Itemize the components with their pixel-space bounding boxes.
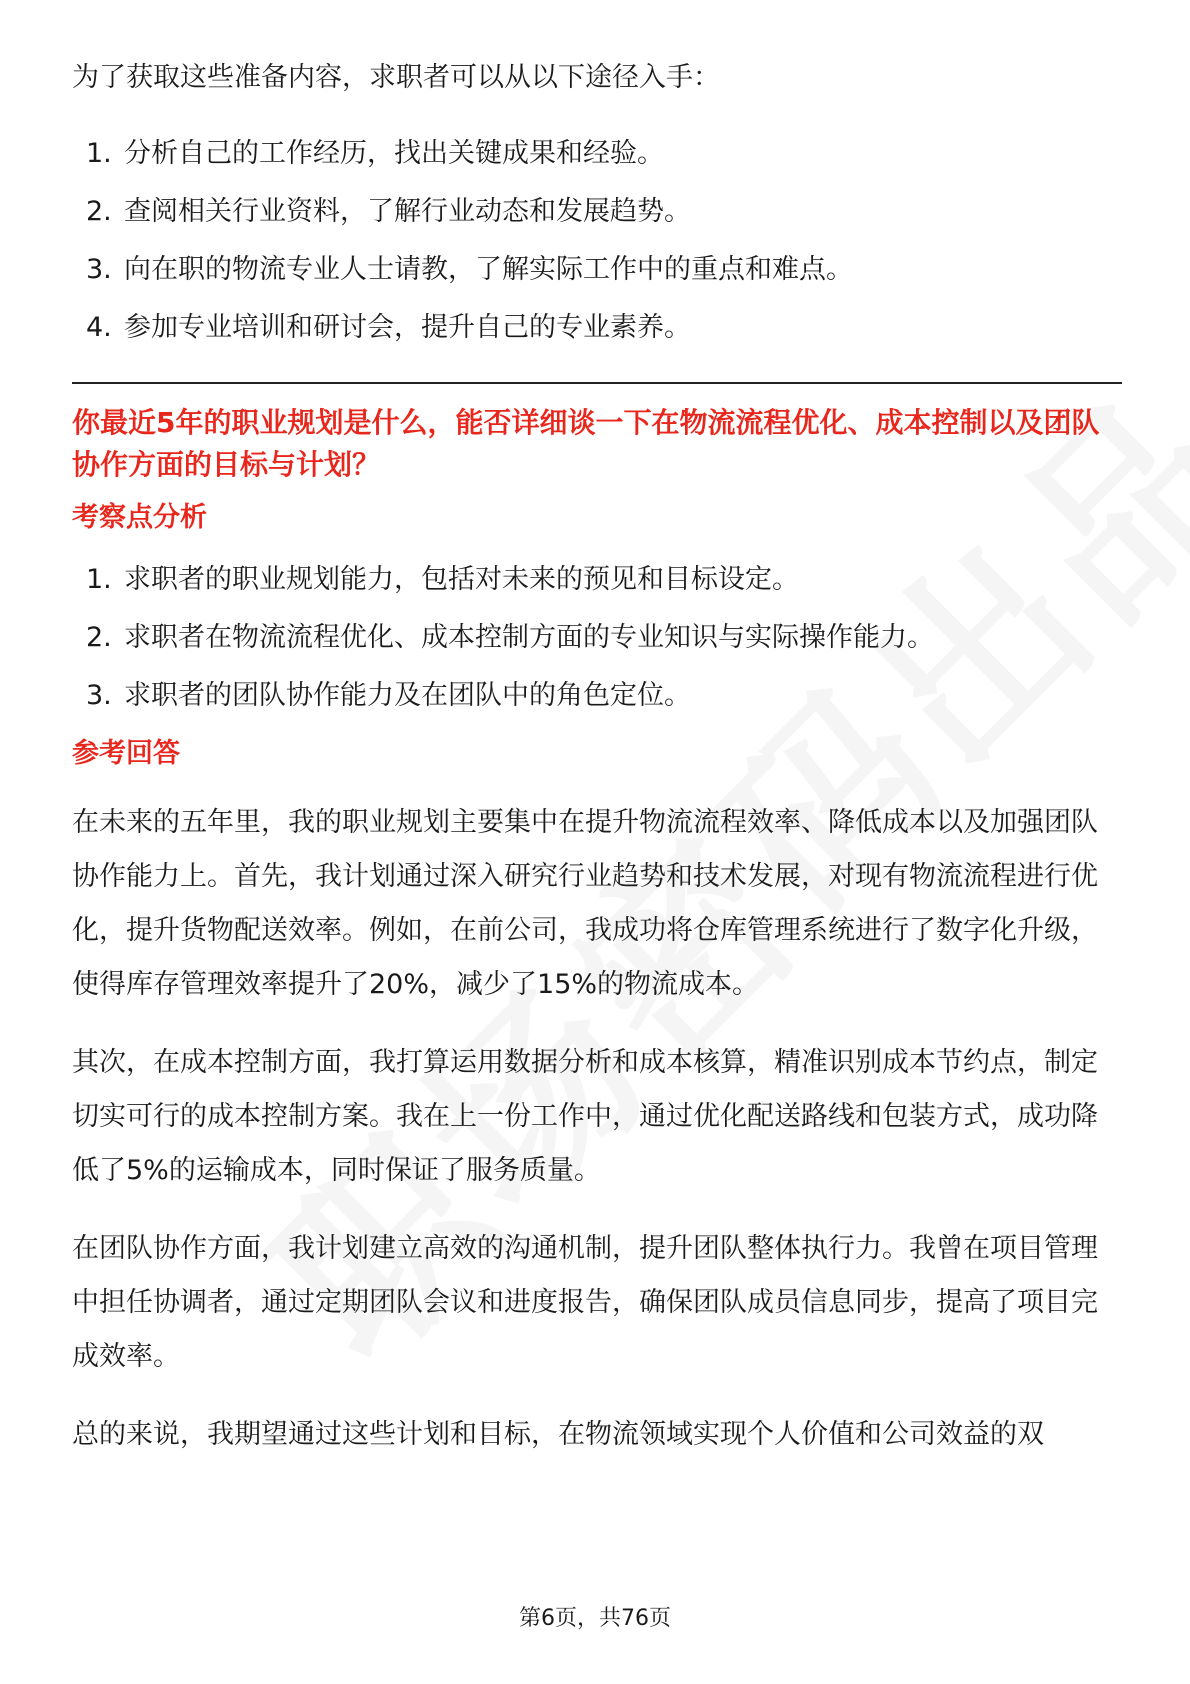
list-text: 参加专业培训和研讨会，提升自己的专业素养。 [124, 312, 691, 343]
list-item [72, 560, 1122, 600]
list-number: 3. [86, 680, 112, 711]
list-text: 求职者的团队协作能力及在团队中的角色定位。 [124, 680, 691, 711]
intro-text: 为了获取这些准备内容，求职者可以从以下途径入手： [72, 62, 720, 93]
section-divider [72, 382, 1122, 384]
answer-paragraph: 其次，在成本控制方面，我打算运用数据分析和成本核算，精准识别成本节约点，制定切实可行的成本控制方案。我在上一份工作中，通过优化配送路线和包装方式，成功降低了5%的运输成本，同时保证了服务质量。 [72, 1047, 1098, 1186]
analysis-points-list [72, 560, 1122, 716]
list-item [72, 308, 1122, 348]
list-text: 查阅相关行业资料，了解行业动态和发展趋势。 [124, 196, 691, 227]
list-text: 分析自己的工作经历，找出关键成果和经验。 [124, 138, 664, 169]
page-number: 第6页，共76页 [519, 1606, 671, 1631]
list-number: 1. [86, 138, 112, 169]
analysis-heading: 考察点分析 [72, 502, 207, 533]
list-number: 1. [86, 564, 112, 595]
list-item [72, 250, 1122, 290]
answer-paragraph: 在团队协作方面，我计划建立高效的沟通机制，提升团队整体执行力。我曾在项目管理中担任协调者，通过定期团队会议和进度报告，确保团队成员信息同步，提高了项目完成效率。 [72, 1233, 1098, 1372]
list-text: 向在职的物流专业人士请教，了解实际工作中的重点和难点。 [124, 254, 853, 285]
list-item [72, 134, 1122, 174]
list-item [72, 192, 1122, 232]
list-text: 求职者的职业规划能力，包括对未来的预见和目标设定。 [124, 564, 799, 595]
list-number: 2. [86, 196, 112, 227]
list-item [72, 618, 1122, 658]
preparation-steps-list [72, 134, 1122, 348]
list-number: 4. [86, 312, 112, 343]
answer-heading: 参考回答 [72, 738, 180, 769]
list-number: 3. [86, 254, 112, 285]
interview-question: 你最近5年的职业规划是什么，能否详细谈一下在物流流程优化、成本控制以及团队协作方面的目标与计划？ [72, 406, 1100, 481]
list-text: 求职者在物流流程优化、成本控制方面的专业知识与实际操作能力。 [124, 622, 934, 653]
page-content [72, 58, 1122, 1462]
answer-paragraph: 在未来的五年里，我的职业规划主要集中在提升物流流程效率、降低成本以及加强团队协作能力上。首先，我计划通过深入研究行业趋势和技术发展，对现有物流流程进行优化，提升货物配送效率。例如，在前公司，我成功将仓库管理系统进行了数字化升级，使得库存管理效率提升了20%，减少了15%的物流成本。 [72, 807, 1098, 1000]
list-number: 2. [86, 622, 112, 653]
list-item [72, 676, 1122, 716]
answer-paragraph: 总的来说，我期望通过这些计划和目标，在物流领域实现个人价值和公司效益的双 [72, 1419, 1044, 1450]
